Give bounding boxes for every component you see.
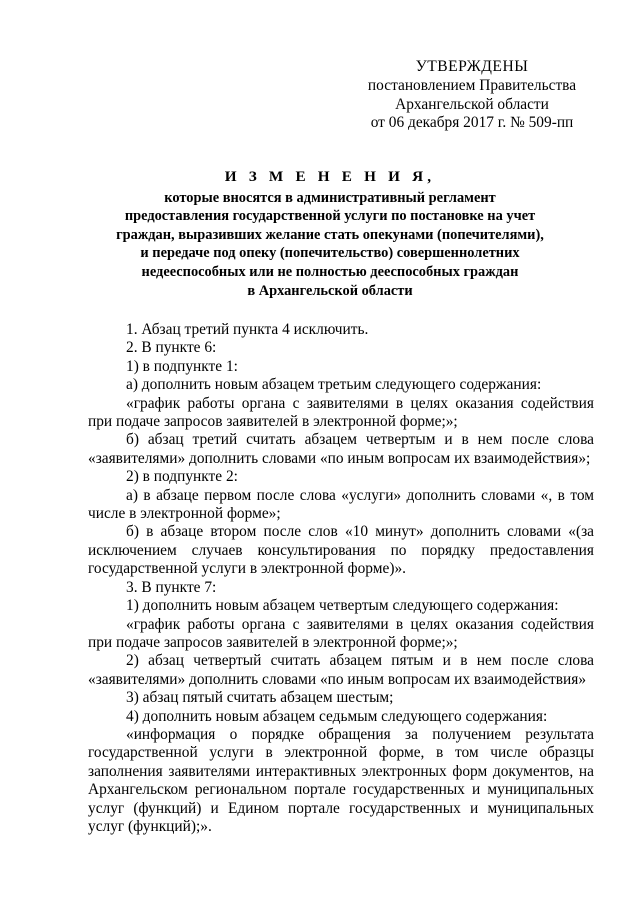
approval-heading: УТВЕРЖДЕНЫ	[415, 58, 529, 75]
paragraph: «график работы органа с заявителями в целях оказания содействия при подаче запросов заявителей в электронной форме;»;	[88, 394, 594, 431]
approval-line: от 06 декабря 2017 г. № 509-пп	[370, 114, 574, 132]
paragraph: «график работы органа с заявителями в целях оказания содействия при подаче запросов заявителей в электронной форме;»;	[88, 615, 594, 651]
paragraph: 3) абзац пятый считать абзацем шестым;	[126, 689, 394, 707]
paragraph: 1) дополнить новым абзацем четвертым следующего содержания:	[126, 597, 559, 615]
title-line: в Архангельской области	[247, 282, 413, 299]
paragraph: 2. В пункте 6:	[126, 339, 217, 357]
title-line: которые вносятся в административный регламент	[164, 189, 496, 206]
paragraph: а) в абзаце первом после слова «услуги» дополнить словами «, в том числе в электронной форме»;	[88, 486, 594, 523]
paragraph: 2) в подпункте 2:	[126, 468, 238, 486]
approval-line: Архангельской области	[395, 95, 549, 113]
paragraph: 1. Абзац третий пункта 4 исключить.	[126, 321, 369, 338]
title-line: предоставления государственной услуги по постановке на учет	[124, 208, 536, 225]
approval-stamp	[352, 58, 592, 133]
paragraph: б) абзац третий считать абзацем четвертым и в нем после слова «заявителями» дополнить словами «по иным вопросам их взаимодействия»;	[88, 431, 594, 467]
paragraph: б) в абзаце втором после слов «10 минут» дополнить словами «(за исключением случаев консультирования по порядку предоставления государственной услуги в электронной форме)».	[88, 523, 594, 578]
title-main: И З М Е Н Е Н И Я,	[224, 168, 436, 185]
paragraph: 2) абзац четвертый считать абзацем пятым и в нем после слова «заявителями» дополнить словами «по иным вопросам их взаимодействия»	[88, 652, 594, 688]
title-line: недееспособных или не полностью дееспособных граждан	[141, 263, 519, 280]
title-line: граждан, выразивших желание стать опекунами (попечителями),	[116, 226, 544, 243]
approval-line: постановлением Правительства	[367, 77, 577, 95]
paragraph: 4) дополнить новым абзацем седьмым следующего содержания:	[126, 707, 548, 725]
title-line: и передаче под опеку (попечительство) совершеннолетних	[140, 245, 520, 262]
paragraph: 1) в подпункте 1:	[126, 357, 238, 375]
paragraph: а) дополнить новым абзацем третьим следующего содержания:	[126, 376, 542, 394]
paragraph: «информация о порядке обращения за получением результата государственной услуги в электронной форме, в том числе образцы заполнения заявителями интерактивных электронных форм документов, на Архангельском региональном портале государственных и муниципальных услуг (функций) и Едином портале государственных и муниципальных услуг (функций);».	[88, 725, 594, 835]
document-body	[88, 321, 594, 836]
paragraph: 3. В пункте 7:	[126, 578, 217, 596]
document-title	[80, 168, 580, 300]
